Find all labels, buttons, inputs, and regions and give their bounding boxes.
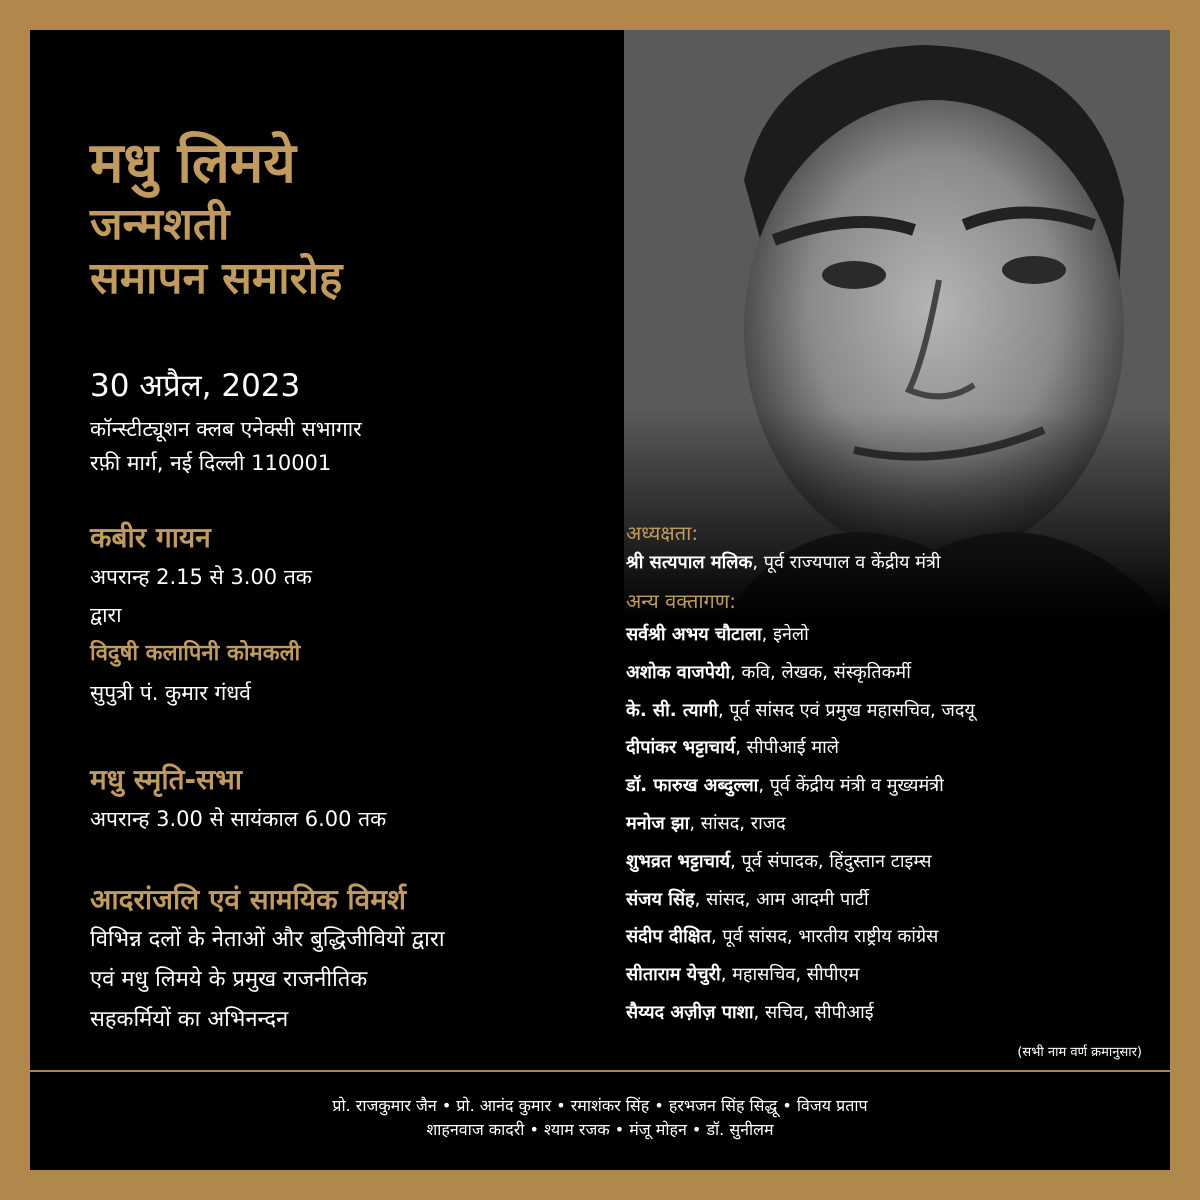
- speaker-desc: , पूर्व सांसद एवं प्रमुख महासचिव, जदयू: [717, 699, 975, 721]
- speaker-desc: , महासचिव, सीपीएम: [720, 964, 860, 986]
- chair-entry: [626, 548, 1156, 578]
- speaker-desc: , सीपीआई माले: [735, 737, 839, 759]
- speakers-label: अन्य वक्तागण:: [626, 589, 737, 613]
- list-item: [626, 881, 1156, 919]
- organizers-line-1: प्रो. राजकुमार जैन • प्रो. आनंद कुमार • रमाशंकर सिंह • हरभजन सिंह सिद्धू • विजय प्रताप: [332, 1096, 868, 1115]
- speaker-desc: , सचिव, सीपीआई: [753, 1001, 874, 1023]
- speaker-name: अशोक वाजपेयी: [626, 661, 731, 683]
- event-poster: [30, 30, 1170, 1170]
- list-item: [626, 805, 1156, 843]
- kabir-performer-note: सुपुत्री पं. कुमार गंधर्व: [90, 681, 251, 705]
- speaker-name: संदीप दीक्षित: [626, 926, 711, 948]
- chair-name: श्री सत्यपाल मलिक: [626, 552, 753, 573]
- speaker-name: मनोज झा: [626, 812, 690, 834]
- speaker-name: सर्वश्री अभय चौटाला: [626, 624, 762, 645]
- kabir-heading: कबीर गायन: [90, 521, 211, 554]
- venue-line-2: रफ़ी मार्ग, नई दिल्ली 110001: [90, 451, 332, 475]
- speaker-name: सीताराम येचुरी: [626, 964, 721, 986]
- aadar-line-3: सहकर्मियों का अभिनन्दन: [90, 1007, 289, 1032]
- aadar-line-1: विभिन्न दलों के नेताओं और बुद्धिजीवियों द्वारा: [90, 927, 445, 952]
- kabir-by: द्वारा: [90, 603, 122, 627]
- speaker-desc: , पूर्व केंद्रीय मंत्री व मुख्यमंत्री: [758, 775, 944, 797]
- speakers-panel: [626, 518, 1156, 1032]
- aadar-line-2: एवं मधु लिमये के प्रमुख राजनीतिक: [90, 967, 368, 992]
- title-line-1: मधु लिमये: [90, 131, 296, 196]
- speaker-desc: , सांसद, आम आदमी पार्टी: [694, 888, 869, 910]
- list-item: [626, 692, 1156, 730]
- list-item: [626, 994, 1156, 1032]
- title-line-3: समापन समारोह: [90, 252, 343, 304]
- list-item: [626, 729, 1156, 767]
- list-item: [626, 654, 1156, 692]
- event-date: 30 अप्रैल, 2023: [90, 368, 301, 404]
- speaker-desc: , सांसद, राजद: [689, 812, 786, 834]
- speaker-desc: , कवि, लेखक, संस्कृतिकर्मी: [730, 661, 911, 683]
- speaker-desc: , पूर्व सांसद, भारतीय राष्ट्रीय कांग्रेस: [710, 926, 939, 948]
- speaker-name: संजय सिंह: [626, 888, 695, 910]
- list-item: [626, 918, 1156, 956]
- speaker-name: के. सी. त्यागी: [626, 699, 718, 721]
- list-item: [626, 843, 1156, 881]
- event-details: [90, 364, 362, 480]
- poster-title: [90, 130, 342, 306]
- organizers-line-2: शाहनवाज कादरी • श्याम रजक • मंजू मोहन • डॉ. सुनीलम: [426, 1120, 774, 1139]
- smriti-sabha-section: [90, 760, 386, 838]
- smriti-heading: मधु स्मृति-सभा: [90, 763, 243, 796]
- speaker-name: सैय्यद अज़ीज़ पाशा: [626, 1001, 754, 1023]
- speaker-desc: , इनेलो: [761, 624, 809, 645]
- speakers-list: [626, 616, 1156, 1032]
- kabir-time: अपरान्ह 2.15 से 3.00 तक: [90, 565, 312, 589]
- organizers-footer: [30, 1094, 1170, 1142]
- aadaranjali-section: [90, 880, 445, 1040]
- title-line-2: जन्मशती: [90, 199, 230, 251]
- speaker-name: डॉ. फारुख अब्दुल्ला: [626, 775, 759, 797]
- list-item: [626, 616, 1156, 654]
- chair-desc: , पूर्व राज्यपाल व केंद्रीय मंत्री: [752, 552, 941, 573]
- list-item: [626, 767, 1156, 805]
- aadar-heading: आदरांजलि एवं सामयिक विमर्श: [90, 883, 407, 916]
- kabir-performer: विदुषी कलापिनी कोमकली: [90, 641, 301, 666]
- speaker-name: शुभव्रत भट्टाचार्य: [626, 850, 731, 872]
- smriti-time: अपरान्ह 3.00 से सायंकाल 6.00 तक: [90, 807, 387, 831]
- kabir-gayan-section: [90, 518, 312, 712]
- alphabetical-note: (सभी नाम वर्ण क्रमानुसार): [1017, 1045, 1142, 1060]
- footer-divider: [30, 1070, 1170, 1072]
- list-item: [626, 956, 1156, 994]
- chair-label: अध्यक्षता:: [626, 521, 699, 545]
- speaker-desc: , पूर्व संपादक, हिंदुस्तान टाइम्स: [730, 850, 932, 872]
- speaker-name: दीपांकर भट्टाचार्य: [626, 737, 736, 759]
- venue-line-1: कॉन्स्टीट्यूशन क्लब एनेक्सी सभागार: [90, 417, 362, 441]
